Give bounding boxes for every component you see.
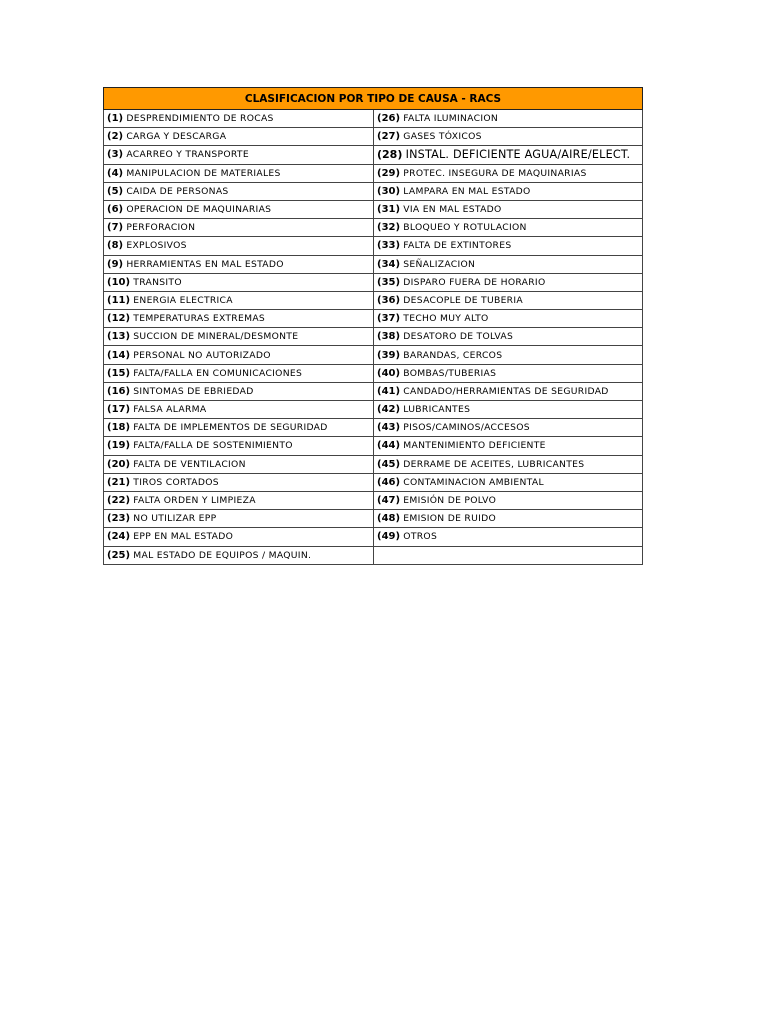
cause-cell-left [104,128,374,146]
cause-label: TRANSITO [133,276,182,288]
cause-number: (30) [377,185,401,197]
cause-label: BLOQUEO Y ROTULACION [403,222,527,234]
table-row [104,510,643,528]
table-row [104,291,643,309]
cause-label: OPERACION DE MAQUINARIAS [126,204,272,216]
cause-label: VIA EN MAL ESTADO [403,204,502,216]
cause-cell-right [374,219,643,237]
cause-number: (12) [107,313,131,325]
cause-number: (45) [377,458,401,470]
table-row [104,255,643,273]
table-row [104,273,643,291]
cause-number: (2) [107,131,124,143]
cause-label: SEÑALIZACION [403,258,476,270]
cause-label: MANTENIMIENTO DEFICIENTE [403,440,546,452]
cause-classification-table [103,87,643,565]
cause-cell-left [104,528,374,546]
cause-number: (26) [377,113,401,125]
cause-number: (15) [107,367,131,379]
table-row [104,437,643,455]
cause-label: FALTA/FALLA EN COMUNICACIONES [133,367,303,379]
cause-number: (10) [107,276,131,288]
cause-label: DISPARO FUERA DE HORARIO [403,276,546,288]
cause-cell-left [104,110,374,128]
cause-label: LAMPARA EN MAL ESTADO [403,185,531,197]
cause-number: (29) [377,167,401,179]
table-body [104,110,643,565]
cause-cell-left [104,164,374,182]
cause-number: (1) [107,113,124,125]
cause-label: FALTA ILUMINACION [403,113,499,125]
cause-label: FALTA ORDEN Y LIMPIEZA [133,495,256,507]
cause-cell-right [374,146,643,164]
cause-cell-right [374,455,643,473]
cause-number: (41) [377,385,401,397]
table-row [104,219,643,237]
cause-cell-right [374,401,643,419]
table-row [104,182,643,200]
cause-cell-right [374,110,643,128]
cause-number: (47) [377,495,401,507]
cause-number: (23) [107,513,131,525]
cause-label: PISOS/CAMINOS/ACCESOS [403,422,530,434]
cause-label: GASES TÓXICOS [403,131,482,143]
cause-number: (36) [377,294,401,306]
cause-cell-left [104,328,374,346]
cause-number: (20) [107,458,131,470]
cause-label: EPP EN MAL ESTADO [133,531,234,543]
cause-label: CARGA Y DESCARGA [126,131,227,143]
cause-cell-right [374,346,643,364]
cause-label: FALTA/FALLA DE SOSTENIMIENTO [133,440,293,452]
cause-classification-sheet [103,87,642,565]
cause-label: EXPLOSIVOS [126,240,187,252]
cause-number: (13) [107,331,131,343]
cause-cell-right [374,491,643,509]
cause-cell-left [104,291,374,309]
table-row [104,473,643,491]
cause-cell-left [104,346,374,364]
cause-label: PROTEC. INSEGURA DE MAQUINARIAS [403,167,587,179]
cause-number: (44) [377,440,401,452]
cause-label: DESATORO DE TOLVAS [403,331,514,343]
cause-cell-left [104,237,374,255]
cause-number: (46) [377,476,401,488]
cause-number: (32) [377,222,401,234]
cause-cell-left [104,455,374,473]
cause-label: BOMBAS/TUBERIAS [403,367,497,379]
table-row [104,128,643,146]
cause-cell-left [104,255,374,273]
cause-label: LUBRICANTES [403,404,471,416]
cause-label: OTROS [403,531,438,543]
cause-number: (8) [107,240,124,252]
cause-label: HERRAMIENTAS EN MAL ESTADO [126,258,284,270]
cause-number: (24) [107,531,131,543]
cause-cell-right [374,382,643,400]
cause-label: NO UTILIZAR EPP [133,513,217,525]
cause-label: EMISIÓN DE POLVO [403,495,497,507]
table-row [104,419,643,437]
cause-cell-right [374,255,643,273]
cause-cell-left [104,401,374,419]
cause-number: (40) [377,367,401,379]
cause-number: (6) [107,204,124,216]
cause-number: (43) [377,422,401,434]
cause-number: (48) [377,513,401,525]
cause-label: CONTAMINACION AMBIENTAL [403,476,544,488]
cause-number: (33) [377,240,401,252]
cause-number: (28) [377,148,403,162]
cause-label: MANIPULACION DE MATERIALES [126,167,281,179]
cause-label: FALSA ALARMA [133,404,207,416]
cause-cell-right [374,310,643,328]
cause-cell-left [104,491,374,509]
table-row [104,310,643,328]
cause-label: BARANDAS, CERCOS [403,349,503,361]
cause-cell-left [104,200,374,218]
cause-label: SINTOMAS DE EBRIEDAD [133,385,254,397]
cause-cell-right [374,237,643,255]
cause-cell-right [374,546,643,564]
cause-cell-left [104,219,374,237]
cause-number: (19) [107,440,131,452]
cause-number: (27) [377,131,401,143]
cause-cell-right [374,164,643,182]
cause-cell-right [374,473,643,491]
cause-number: (49) [377,531,401,543]
cause-number: (31) [377,204,401,216]
cause-number: (16) [107,385,131,397]
cause-number: (3) [107,149,124,161]
cause-number: (14) [107,349,131,361]
cause-number: (4) [107,167,124,179]
cause-number: (7) [107,222,124,234]
table-row [104,546,643,564]
cause-label: ACARREO Y TRANSPORTE [126,149,249,161]
cause-cell-left [104,182,374,200]
cause-number: (38) [377,331,401,343]
cause-label: FALTA DE IMPLEMENTOS DE SEGURIDAD [133,422,328,434]
cause-number: (25) [107,549,131,561]
cause-cell-right [374,200,643,218]
cause-number: (5) [107,185,124,197]
table-row [104,328,643,346]
cause-cell-left [104,419,374,437]
table-header-row [104,88,643,110]
cause-cell-right [374,291,643,309]
cause-number: (22) [107,495,131,507]
cause-label: FALTA DE VENTILACION [133,458,246,470]
cause-number: (11) [107,294,131,306]
cause-cell-left [104,146,374,164]
cause-cell-right [374,528,643,546]
cause-number: (21) [107,476,131,488]
cause-cell-left [104,310,374,328]
cause-label: PERFORACION [126,222,196,234]
cause-cell-left [104,510,374,528]
cause-label: FALTA DE EXTINTORES [403,240,512,252]
table-row [104,164,643,182]
table-row [104,491,643,509]
cause-cell-left [104,382,374,400]
cause-cell-right [374,128,643,146]
table-row [104,146,643,164]
cause-label: CANDADO/HERRAMIENTAS DE SEGURIDAD [403,385,609,397]
table-row [104,401,643,419]
cause-cell-right [374,328,643,346]
cause-cell-left [104,437,374,455]
cause-number: (34) [377,258,401,270]
cause-label: TEMPERATURAS EXTREMAS [133,313,266,325]
cause-cell-left [104,546,374,564]
table-row [104,346,643,364]
table-row [104,237,643,255]
cause-label: TIROS CORTADOS [133,476,219,488]
table-row [104,382,643,400]
table-row [104,455,643,473]
cause-number: (42) [377,404,401,416]
table-title: CLASIFICACION POR TIPO DE CAUSA - RACS [104,88,643,110]
table-row [104,528,643,546]
cause-number: (35) [377,276,401,288]
cause-label: DESPRENDIMIENTO DE ROCAS [126,113,274,125]
cause-cell-right [374,419,643,437]
table-row [104,110,643,128]
cause-cell-right [374,273,643,291]
cause-number: (9) [107,258,124,270]
cause-number: (18) [107,422,131,434]
table-row [104,200,643,218]
cause-label: INSTAL. DEFICIENTE AGUA/AIRE/ELECT. [405,148,631,162]
cause-label: MAL ESTADO DE EQUIPOS / MAQUIN. [133,549,312,561]
cause-label: EMISION DE RUIDO [403,513,497,525]
cause-number: (37) [377,313,401,325]
cause-label: DESACOPLE DE TUBERIA [403,294,523,306]
table-row [104,364,643,382]
cause-label: SUCCION DE MINERAL/DESMONTE [133,331,299,343]
cause-cell-right [374,437,643,455]
cause-label: CAIDA DE PERSONAS [126,185,229,197]
cause-cell-left [104,273,374,291]
cause-number: (39) [377,349,401,361]
cause-cell-left [104,364,374,382]
cause-cell-right [374,364,643,382]
cause-label: DERRAME DE ACEITES, LUBRICANTES [403,458,585,470]
cause-cell-right [374,182,643,200]
cause-label: ENERGIA ELECTRICA [133,294,233,306]
cause-label: TECHO MUY ALTO [403,313,489,325]
cause-label: PERSONAL NO AUTORIZADO [133,349,271,361]
cause-cell-right [374,510,643,528]
cause-cell-left [104,473,374,491]
cause-number: (17) [107,404,131,416]
